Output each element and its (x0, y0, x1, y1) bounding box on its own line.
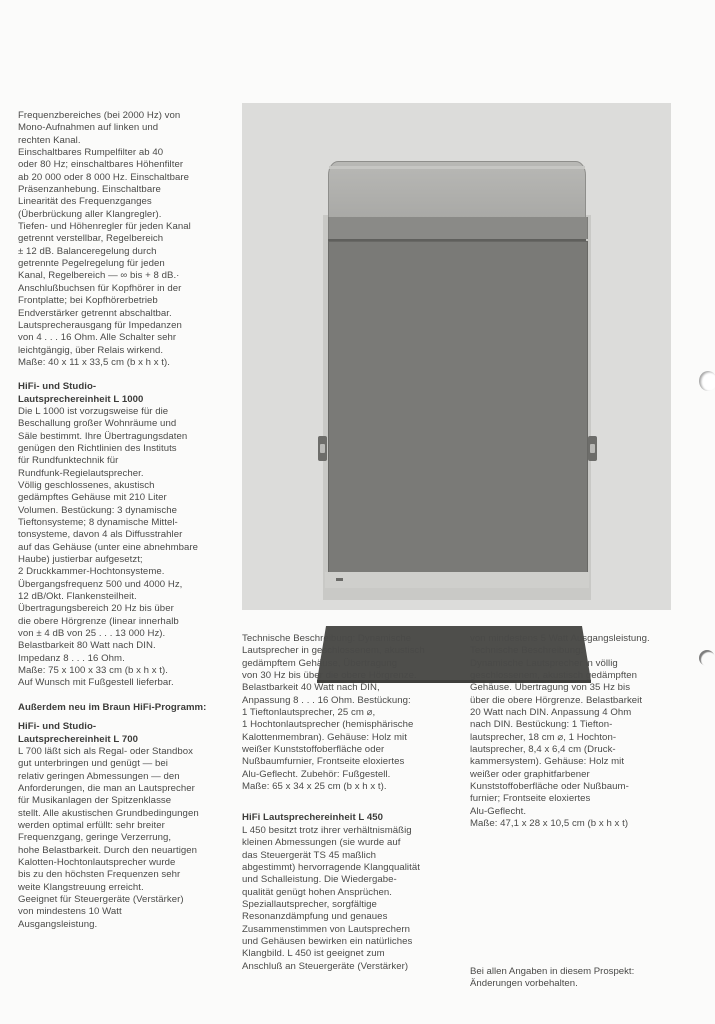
text-line: Anschlußbuchsen für Kopfhörer in der (18, 282, 182, 294)
footnote (470, 966, 710, 991)
text-line: leichtgängig, über Relais wirkend. (18, 344, 164, 356)
text-line: Speziallautsprecher, sorgfältige (242, 898, 377, 910)
text-line: über die obere Hörgrenze. Belastbarkeit (470, 694, 643, 706)
section-heading (242, 812, 464, 824)
text-line: Klangbild. L 450 ist geeignet zum (242, 948, 385, 960)
punch-hole (699, 650, 715, 666)
text-line: Dynamische Lautsprecher in völlig (470, 657, 618, 669)
text-line: kleinen Abmessungen (sie wurde auf (242, 837, 401, 849)
text-line: das Steuergerät TS 45 maßlich (242, 849, 377, 861)
text-line: Anforderungen, die man an Lautsprecher (18, 782, 195, 794)
speaker-top-hood (328, 161, 586, 218)
text-line: Belastbarkeit 80 Watt nach DIN. (18, 640, 156, 652)
text-line: Übertragungsbereich 20 Hz bis über (18, 603, 174, 615)
text-line: Technische Beschreibung: (470, 645, 584, 657)
text-line: genügen den Richtlinien des Instituts (18, 442, 177, 454)
text-line: Beschallung großer Wohnräume und (18, 418, 177, 430)
text-line: Kalotten-Hochtonlautsprecher wurde (18, 856, 176, 868)
heading-line: HiFi- und Studio- (18, 721, 97, 733)
text-line: Lautsprecherausgang für Impedanzen (18, 319, 182, 331)
speaker-base-trim (325, 572, 589, 588)
text-line: Tiefen- und Höhenregler für jeden Kanal (18, 221, 191, 233)
text-line: für Rundfunktechnik für (18, 455, 119, 467)
text-line: Präsenzanhebung. Einschaltbare (18, 184, 161, 196)
text-line: 2 Druckkammer-Hochtonsysteme. (18, 566, 165, 578)
text-line: die obere Hörgrenze (linear innerhalb (18, 615, 179, 627)
text-line: Übergangsfrequenz 500 und 4000 Hz, (18, 578, 183, 590)
section-heading (18, 702, 233, 714)
text-line: von ± 4 dB von 25 . . . 13 000 Hz). (18, 628, 166, 640)
text-line: 20 Watt nach DIN. Anpassung 4 Ohm (470, 707, 632, 719)
text-line: Kalottenmembran). Gehäuse: Holz mit (242, 731, 407, 743)
text-line: L 700 läßt sich als Regal- oder Standbox (18, 745, 193, 757)
text-line: 1 Tieftonlautsprecher, 25 cm ⌀, (242, 707, 376, 719)
text-line: Auf Wunsch mit Fußgestell lieferbar. (18, 677, 174, 689)
paragraph (242, 825, 464, 973)
text-line: Frequenzgang, geringe Verzerrung, (18, 832, 172, 844)
right-text-column (470, 633, 705, 831)
text-line: Völlig geschlossenes, akustisch (18, 479, 155, 491)
text-line: Nußbaumfurnier, Frontseite eloxiertes (242, 756, 405, 768)
text-line: Linearität des Frequenzganges (18, 196, 152, 208)
heading-line: HiFi Lautsprechereinheit L 450 (242, 812, 384, 824)
braun-logo-badge (336, 578, 343, 581)
text-line: lautsprecher, 8,4 x 6,4 cm (Druck- (470, 744, 616, 756)
text-line: Alu-Geflecht. (470, 805, 527, 817)
text-line: Maße: 40 x 11 x 33,5 cm (b x h x t). (18, 356, 170, 368)
punch-hole (699, 371, 715, 391)
text-line: kammersystem). Gehäuse: Holz mit (470, 756, 625, 768)
text-line: gedämpftem Gehäuse, Übertragung (242, 657, 398, 669)
text-line: Ausgangsleistung. (18, 918, 98, 930)
text-line: Alu-Geflecht. Zubehör: Fußgestell. (242, 768, 391, 780)
text-line: geschlossenem, akustisch gedämpften (470, 670, 638, 682)
text-line: nach DIN. Bestückung: 1 Tiefton- (470, 719, 613, 731)
text-line: Zusammenstimmen von Lautsprechern (242, 923, 411, 935)
text-line: ± 12 dB. Balanceregelung durch (18, 245, 157, 257)
stand-bracket-left (318, 436, 327, 461)
text-line: 12 dB/Okt. Flankensteilheit. (18, 591, 137, 603)
text-line: oder 80 Hz; einschaltbares Höhenfilter (18, 159, 184, 171)
heading-line: Außerdem neu im Braun HiFi-Programm: (18, 701, 207, 713)
text-line: weißer oder graphitfarbener (470, 768, 590, 780)
text-line: bis zu den höchsten Frequenzen sehr (18, 869, 181, 881)
text-line: Mono-Aufnahmen auf linken und (18, 122, 159, 134)
text-line: Lautsprecher in geschlossenem, akustisch (242, 645, 425, 657)
text-line: Die L 1000 ist vorzugsweise für die (18, 405, 169, 417)
text-line: (Überbrückung aller Klangregler). (18, 208, 162, 220)
paragraph-spacer (18, 690, 233, 702)
paragraph-spacer (18, 714, 233, 721)
text-line: abgestimmt) hervorragende Klangqualität (242, 861, 420, 873)
text-line: von 30 Hz bis über die obere Hörgrenze. (242, 670, 417, 682)
section-heading (18, 381, 233, 406)
text-line: Rundfunk-Regielautsprecher. (18, 467, 144, 479)
hood-rim (329, 166, 585, 169)
text-line: Frequenzbereiches (bei 2000 Hz) von (18, 110, 181, 121)
paragraph-spacer (242, 805, 464, 812)
text-line: hohe Belastbarkeit. Durch den neuartigen (18, 844, 198, 856)
text-line: Frontplatte; bei Kopfhörerbetrieb (18, 295, 158, 307)
paragraph (18, 110, 233, 369)
paragraph (242, 633, 464, 793)
text-line: Tieftonsysteme; 8 dynamische Mittel- (18, 517, 178, 528)
left-text-column (18, 110, 233, 931)
text-line: Gehäuse. Übertragung von 35 Hz bis (470, 682, 631, 694)
paragraph (470, 633, 705, 831)
text-line: gut unterbringen und genügt — bei (18, 758, 168, 770)
text-line: Volumen. Bestückung: 3 dynamische (18, 504, 177, 516)
text-line: L 450 besitzt trotz ihrer verhältnismäßig (242, 824, 412, 836)
text-line: weißer Kunststoffoberfläche oder (242, 744, 385, 756)
stand-bracket-right (588, 436, 597, 461)
paragraph (18, 406, 233, 690)
footnote-line: Bei allen Angaben in diesem Prospekt: (470, 966, 635, 977)
text-line: Resonanzdämpfung und genaues (242, 911, 388, 923)
text-line: Anschluß an Steuergeräte (Verstärker) (242, 960, 409, 972)
text-line: lautsprecher, 18 cm ⌀, 1 Hochton- (470, 731, 617, 743)
text-line: Säle bestimmt. Ihre Übertragungsdaten (18, 430, 188, 442)
text-line: Kanal, Regelbereich — ∞ bis + 8 dB.· (18, 270, 180, 282)
text-line: und Gehäusen bewirken ein natürliches (242, 935, 413, 947)
text-line: von mindestens 10 Watt (18, 906, 122, 918)
text-line: Maße: 65 x 34 x 25 cm (b x h x t). (242, 781, 387, 793)
text-line: Kunststoffoberfläche oder Nußbaum- (470, 781, 629, 793)
text-line: Endverstärker getrennt abschaltbar. (18, 307, 172, 319)
footnote-line: Änderungen vorbehalten. (470, 978, 578, 990)
heading-line: Lautsprechereinheit L 1000 (18, 393, 144, 405)
section-heading (18, 721, 233, 746)
text-line: getrennte Pegelregelung für jeden (18, 258, 165, 270)
middle-text-column (242, 633, 464, 973)
text-line: Maße: 75 x 100 x 33 cm (b x h x t). (18, 665, 168, 677)
paragraph-spacer (242, 793, 464, 805)
paragraph-spacer (18, 369, 233, 381)
text-line: Technische Beschreibung: Dynamische (242, 633, 412, 644)
text-line: Impedanz 8 . . . 16 Ohm. (18, 652, 125, 664)
text-line: gedämpftes Gehäuse mit 210 Liter (18, 492, 167, 504)
text-line: Anpassung 8 . . . 16 Ohm. Bestückung: (242, 694, 411, 706)
heading-line: Lautsprechereinheit L 700 (18, 733, 138, 745)
text-line: 1 Hochtonlautsprecher (hemisphärische (242, 719, 414, 731)
text-line: und Schalleistung. Die Wiedergabe- (242, 874, 397, 886)
text-line: Maße: 47,1 x 28 x 10,5 cm (b x h x t) (470, 818, 629, 830)
text-line: für Musikanlagen der Spitzenklasse (18, 795, 172, 807)
text-line: weite Klangstreuung erreicht. (18, 881, 144, 893)
text-line: Belastbarkeit 40 Watt nach DIN, (242, 682, 380, 694)
paragraph (18, 746, 233, 931)
text-line: werden optimal erfüllt: sehr breiter (18, 819, 165, 831)
text-line: auf das Gehäuse (unter eine abnehmbare (18, 541, 199, 553)
speaker-hood-band (328, 217, 588, 239)
text-line: von mindestens 5 Watt Ausgangsleistung. (470, 633, 650, 644)
speaker-photo (242, 103, 671, 610)
text-line: relativ geringen Abmessungen — den (18, 770, 180, 782)
text-line: rechten Kanal. (18, 134, 81, 146)
text-line: Haube) justierbar aufgesetzt; (18, 554, 143, 566)
text-line: Einschaltbares Rumpelfilter ab 40 (18, 147, 164, 159)
text-line: furnier; Frontseite eloxiertes (470, 793, 591, 805)
speaker-grille (328, 241, 588, 573)
text-line: getrennt verstellbar, Regelbereich (18, 233, 164, 245)
text-line: tonsysteme, davon 4 als Diffusstrahler (18, 529, 183, 541)
text-line: stellt. Alle akustischen Grundbedingungen (18, 807, 199, 819)
text-line: qualität genügt hohen Ansprüchen. (242, 886, 392, 898)
text-line: ab 20 000 oder 8 000 Hz. Einschaltbare (18, 171, 189, 183)
heading-line: HiFi- und Studio- (18, 381, 97, 393)
text-line: von 4 . . . 16 Ohm. Alle Schalter sehr (18, 332, 177, 344)
text-line: Geeignet für Steuergeräte (Verstärker) (18, 893, 184, 905)
